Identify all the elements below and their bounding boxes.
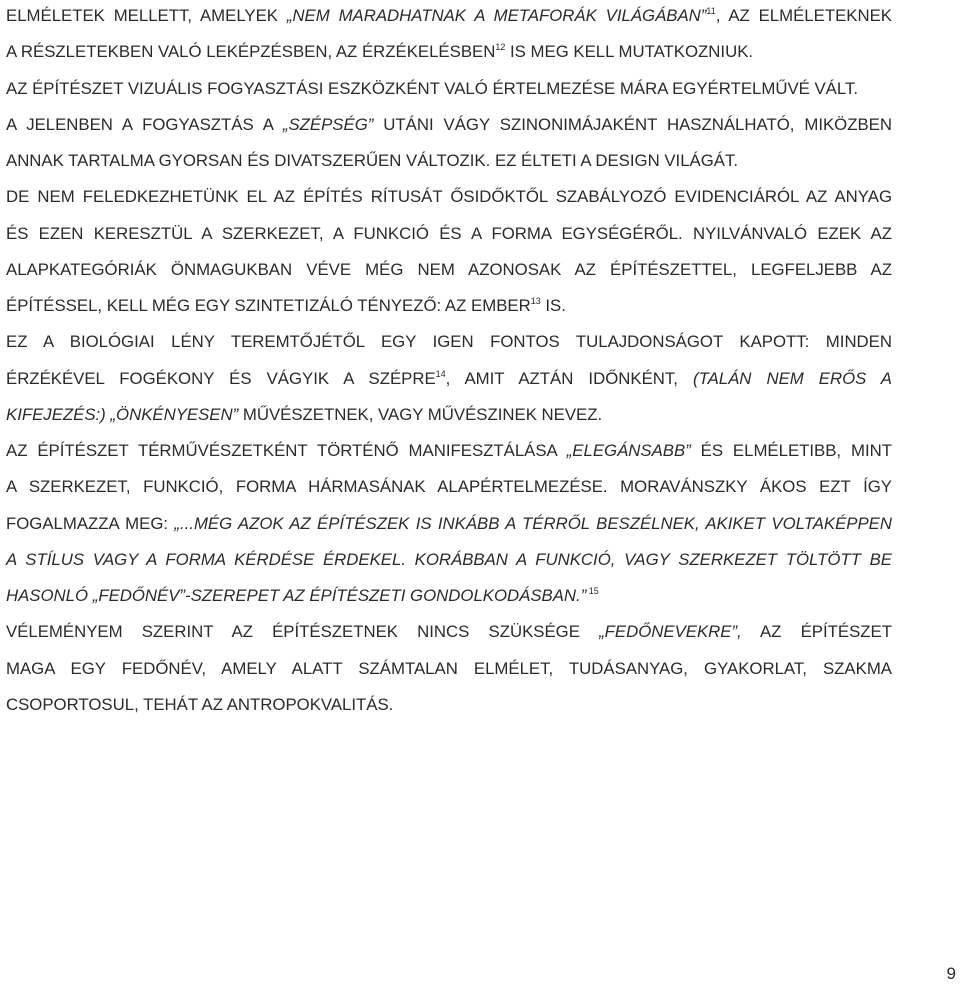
text-line xyxy=(6,257,892,293)
text-line xyxy=(6,438,892,474)
text-span: AZ ÉPÍTÉSZET xyxy=(741,622,892,642)
text-span: VÉLEMÉNYEM SZERINT AZ ÉPÍTÉSZETNEK NINCS SZÜKSÉGE xyxy=(6,622,600,642)
italic-text: „FEDŐNEVEKRE”, xyxy=(599,622,742,642)
text-span: ÉPÍTÉSSEL, KELL MÉG EGY SZINTETIZÁLÓ TÉNYEZŐ: AZ EMBER xyxy=(6,296,531,315)
text-span: MAGA EGY FEDŐNÉV, AMELY ALATT SZÁMTALAN ELMÉLET, TUDÁSANYAG, GYAKORLAT, SZAKMA xyxy=(6,658,892,678)
text-line xyxy=(6,366,892,402)
text-line xyxy=(6,692,892,728)
text-line xyxy=(6,3,892,39)
text-span: , AZ ELMÉLETEKNEK xyxy=(715,6,892,25)
text-span: EZ A BIOLÓGIAI LÉNY TEREMTŐJÉTŐL EGY IGEN FONTOS TULAJDONSÁGOT KAPOTT: MINDEN xyxy=(6,332,892,352)
italic-text: HASONLÓ „FEDŐNÉV”-SZEREPET AZ ÉPÍTÉSZETI GONDOLKODÁSBAN.” xyxy=(6,586,587,605)
text-span: , AMIT AZTÁN IDŐNKÉNT, xyxy=(445,368,693,388)
text-span: FOGALMAZZA MEG: xyxy=(6,513,175,533)
italic-text: „...MÉG AZOK AZ ÉPÍTÉSZEK IS INKÁBB A TÉRRŐL BESZÉLNEK, AKIKET VOLTAKÉPPEN xyxy=(174,513,892,533)
italic-text: „NEM MARADHATNAK A METAFORÁK VILÁGÁBAN” xyxy=(286,6,707,25)
text-span: ÉS EZEN KERESZTÜL A SZERKEZET, A FUNKCIÓ ÉS A FORMA EGYSÉGÉRŐL. NYILVÁNVALÓ EZEK AZ xyxy=(6,223,892,243)
footnote-ref: 14 xyxy=(435,368,446,379)
footnote-ref: 15 xyxy=(586,586,599,596)
italic-text: „ELEGÁNSABB” xyxy=(566,441,691,460)
text-span: IS. xyxy=(540,296,566,315)
italic-text: A STÍLUS VAGY A FORMA KÉRDÉSE ÉRDEKEL. KORÁBBAN A FUNKCIÓ, VAGY SZERKEZET TÖLTÖTT BE xyxy=(6,549,892,569)
text-span: ALAPKATEGÓRIÁK ÖNMAGUKBAN VÉVE MÉG NEM AZONOSAK AZ ÉPÍTÉSZETTEL, LEGFELJEBB AZ xyxy=(6,259,892,279)
footnote-ref: 12 xyxy=(495,42,506,53)
text-line xyxy=(6,656,892,692)
text-span: ÉRZÉKÉVEL FOGÉKONY ÉS VÁGYIK A SZÉPRE xyxy=(6,368,436,388)
text-line xyxy=(6,184,892,220)
text-line xyxy=(6,112,892,148)
text-span: AZ ÉPÍTÉSZET VIZUÁLIS FOGYASZTÁSI ESZKÖZKÉNT VALÓ ÉRTELMEZÉSE MÁRA EGYÉRTELMŰVÉ VÁLT. xyxy=(6,78,859,98)
text-span: A JELENBEN A FOGYASZTÁS A xyxy=(6,114,283,134)
text-span: CSOPORTOSUL, TEHÁT AZ ANTROPOKVALITÁS. xyxy=(6,694,394,714)
text-line xyxy=(6,474,892,510)
text-line xyxy=(6,583,892,619)
page-number: 9 xyxy=(946,964,956,983)
text-line xyxy=(6,547,892,583)
italic-text: „SZÉPSÉG” xyxy=(282,114,374,134)
text-line xyxy=(6,619,892,655)
text-span: ANNAK TARTALMA GYORSAN ÉS DIVATSZERŰEN VÁLTOZIK. EZ ÉLTETI A DESIGN VILÁGÁT. xyxy=(6,151,739,170)
text-span: IS MEG KELL MUTATKOZNIUK. xyxy=(505,42,754,62)
text-line xyxy=(6,221,892,257)
text-span: UTÁNI VÁGY SZINONIMÁJAKÉNT HASZNÁLHATÓ, MIKÖZBEN xyxy=(373,114,892,134)
italic-text: (TALÁN NEM ERŐS A xyxy=(692,368,892,388)
text-line xyxy=(6,76,892,112)
text-line xyxy=(6,39,892,75)
text-span: A RÉSZLETEKBEN VALÓ LEKÉPZÉSBEN, AZ ÉRZÉKELÉSBEN xyxy=(6,42,496,62)
text-span: ELMÉLETEK MELLETT, AMELYEK xyxy=(6,6,287,25)
text-line xyxy=(6,402,892,438)
text-span: ÉS ELMÉLETIBB, MINT xyxy=(690,441,892,460)
text-span: A SZERKEZET, FUNKCIÓ, FORMA HÁRMASÁNAK ALAPÉRTELMEZÉSE. MORAVÁNSZKY ÁKOS EZT ÍGY xyxy=(6,477,892,497)
italic-text: KIFEJEZÉS:) „ÖNKÉNYESEN” xyxy=(6,404,239,424)
text-span: DE NEM FELEDKEZHETÜNK EL AZ ÉPÍTÉS RÍTUSÁT ŐSIDŐKTŐL SZABÁLYOZÓ EVIDENCIÁRÓL AZ ANYAG xyxy=(6,187,892,207)
text-span: AZ ÉPÍTÉSZET TÉRMŰVÉSZETKÉNT TÖRTÉNŐ MANIFESZTÁLÁSA xyxy=(6,441,567,460)
footnote-ref: 11 xyxy=(706,6,716,16)
footnote-ref: 13 xyxy=(530,296,541,306)
body-text xyxy=(6,3,892,728)
text-line xyxy=(6,329,892,365)
text-line xyxy=(6,148,892,184)
text-span: MŰVÉSZETNEK, VAGY MŰVÉSZINEK NEVEZ. xyxy=(238,404,603,424)
text-line xyxy=(6,511,892,547)
text-line xyxy=(6,293,892,329)
